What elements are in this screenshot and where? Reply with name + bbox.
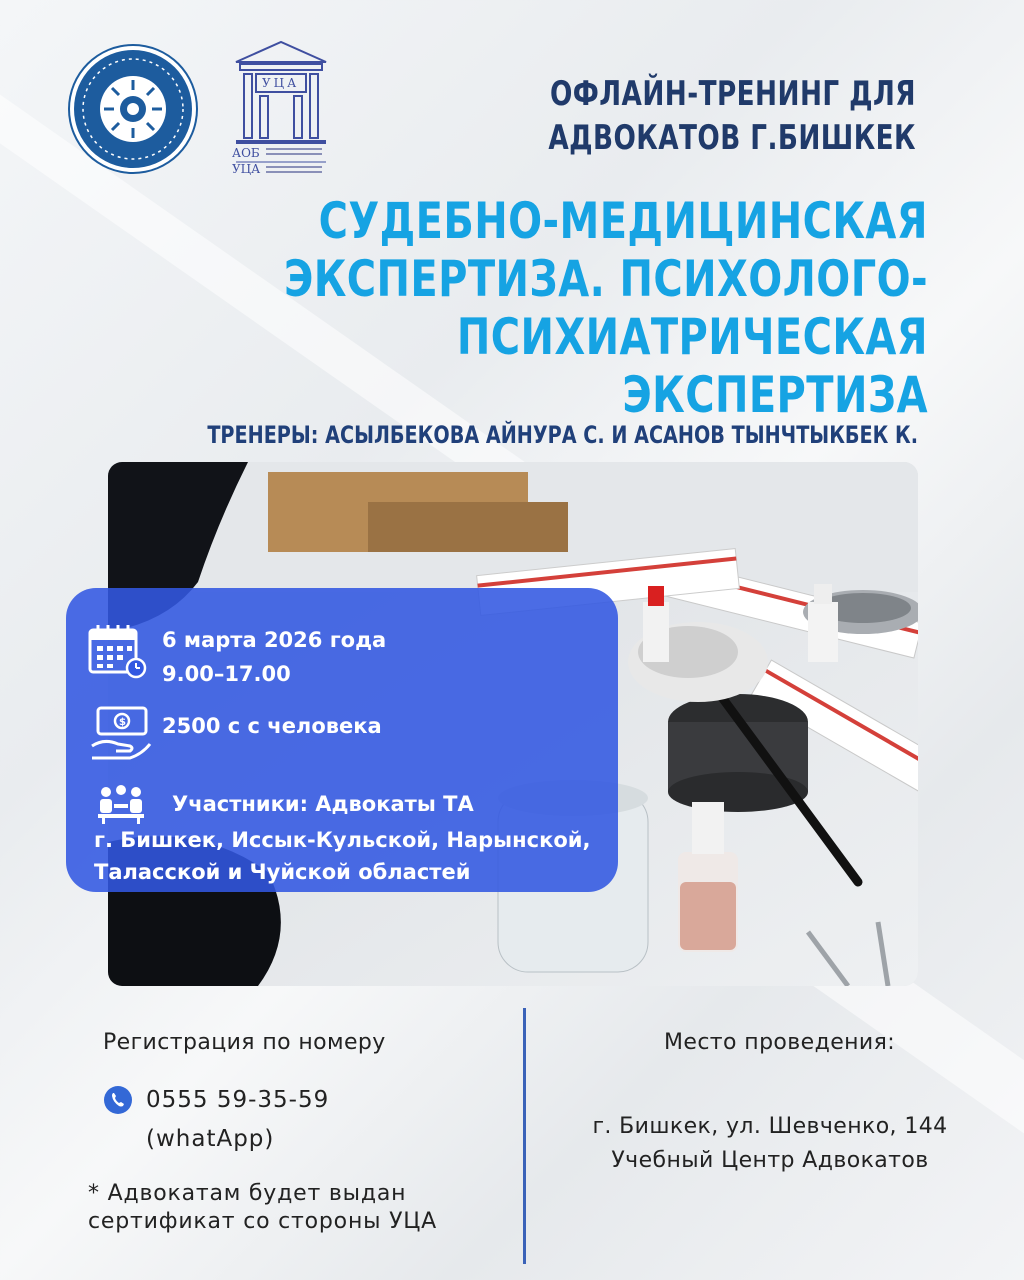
money-hand-icon xyxy=(90,706,152,760)
meeting-icon xyxy=(96,784,146,824)
participants-line: г. Бишкек, Иссык-Кульской, Нарынской, xyxy=(94,828,591,852)
svg-text:$: $ xyxy=(119,717,126,728)
event-details-card xyxy=(66,588,618,892)
emblem-sun-icon xyxy=(100,76,166,142)
advocacy-emblem-logo xyxy=(74,50,192,168)
logo-aob-label: АОБ xyxy=(232,146,260,160)
offline-heading-line: АДВОКАТОВ Г.БИШКЕК xyxy=(548,118,916,158)
participants-line: Таласской и Чуйской областей xyxy=(94,860,471,884)
certificate-note xyxy=(88,1180,528,1236)
event-date: 6 марта 2026 года xyxy=(162,628,387,652)
main-title xyxy=(208,192,928,424)
event-price: 2500 с с человека xyxy=(162,714,382,738)
trainers-line: ТРЕНЕРЫ: АСЫЛБЕКОВА АЙНУРА С. И АСАНОВ ТЫНЧТЫКБЕК К. xyxy=(207,421,918,449)
phone-contact[interactable] xyxy=(104,1086,329,1114)
logo-uca-top: УЦА xyxy=(262,76,300,90)
note-line: * Адвокатам будет выдан xyxy=(88,1181,407,1206)
emblem-inner xyxy=(100,76,166,142)
calendar-icon xyxy=(88,624,148,680)
offline-heading-line: ОФЛАЙН-ТРЕНИНГ ДЛЯ xyxy=(549,74,916,114)
venue-address-line: г. Бишкек, ул. Шевченко, 144 xyxy=(592,1114,948,1139)
title-line: ПСИХИАТРИЧЕСКАЯ ЭКСПЕРТИЗА xyxy=(456,308,928,424)
phone-glyph xyxy=(104,1086,132,1114)
registration-label: Регистрация по номеру xyxy=(103,1030,386,1055)
venue-label: Место проведения: xyxy=(664,1030,896,1055)
logo-uca-label: УЦА xyxy=(232,162,261,176)
phone-number: 0555 59-35-59 xyxy=(146,1087,330,1113)
participants-line: Участники: Адвокаты ТА xyxy=(172,792,474,816)
event-time: 9.00–17.00 xyxy=(162,662,291,686)
title-line: ЭКСПЕРТИЗА. ПСИХОЛОГО- xyxy=(283,250,928,308)
note-line: сертификат со стороны УЦА xyxy=(88,1209,438,1234)
venue-name-line: Учебный Центр Адвокатов xyxy=(611,1148,929,1173)
offline-training-heading xyxy=(469,72,916,160)
title-line: СУДЕБНО-МЕДИЦИНСКАЯ xyxy=(318,192,928,250)
venue-address xyxy=(560,1110,980,1178)
training-center-logo xyxy=(226,38,336,178)
whatsapp-note: (whatApp) xyxy=(146,1126,275,1152)
phone-icon xyxy=(104,1086,132,1114)
